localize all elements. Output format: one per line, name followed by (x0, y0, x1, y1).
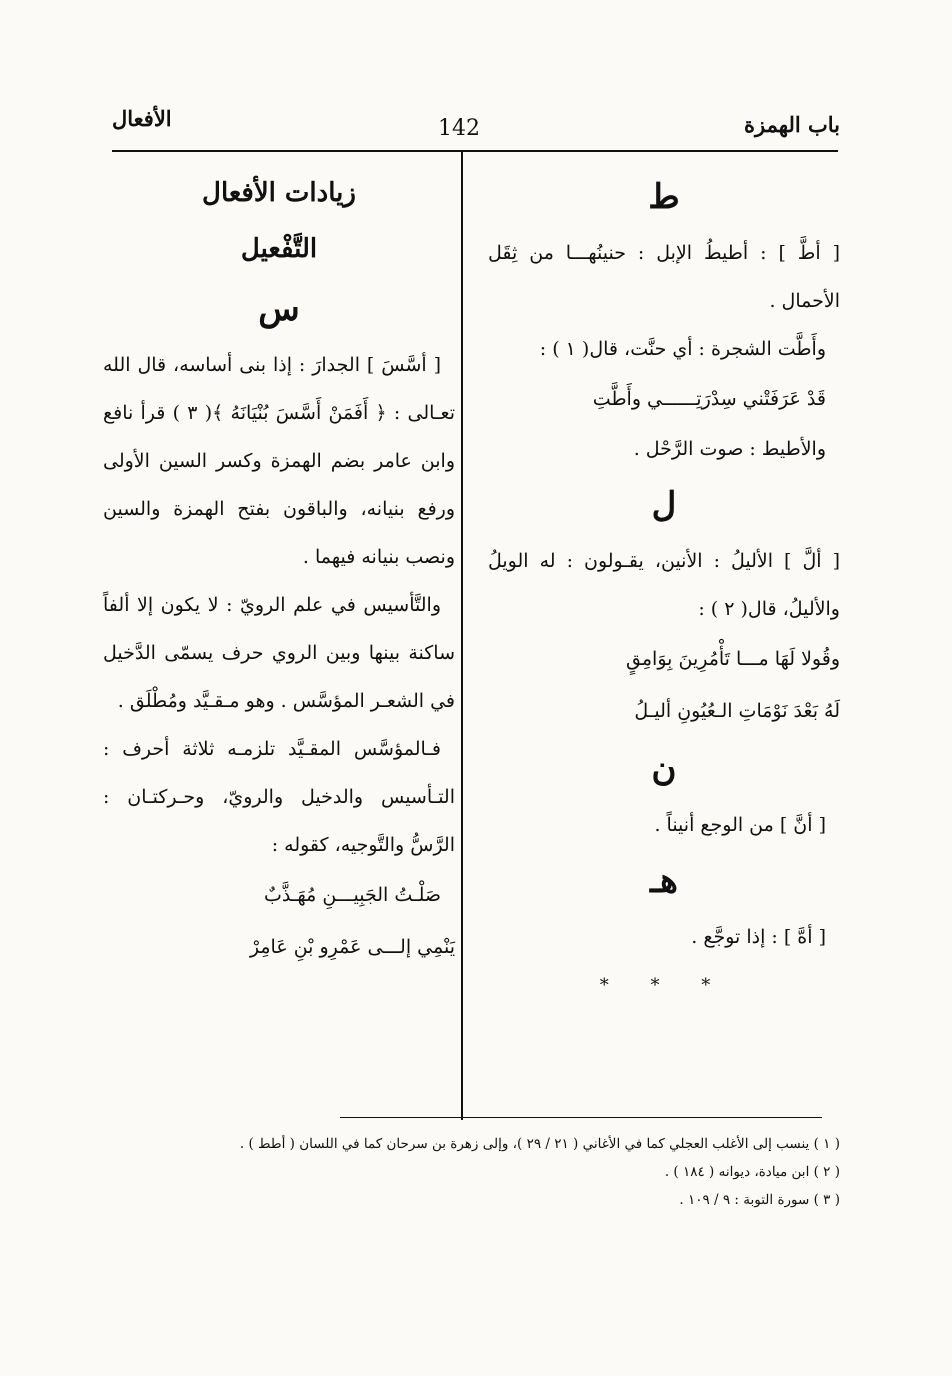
verse-sin-1: صَلْـتُ الجَبِيـــنِ مُهَـذَّبٌ (263, 884, 441, 906)
left-column (103, 165, 455, 973)
section-end-stars: * * * (599, 975, 729, 996)
header-rule (112, 150, 838, 152)
running-header-chapter: باب الهمزة (744, 112, 840, 137)
footnote-2: ( ٢ ) ابن ميادة، ديوانه ( ١٨٤ ) . (664, 1164, 840, 1180)
verse-sin-2: يَنْمِي إلـــى عَمْرِو بْنِ عَامِرْ (249, 936, 455, 958)
entry-ann: [ أنَّ ] من الوجع أنيناً . (654, 814, 826, 836)
running-header-section: الأفعال (112, 106, 172, 131)
verse-all-1: وقُولا لَهَا مـــا تَأْمُرِينَ بِوَامِقٍ (626, 648, 840, 670)
entry-tasis: والتَّأسيس في علم الرويّ : لا يكون إلا ألفاً ساكنة بينها وبين الروي حرف يسمّى الدَّخيل في الشعـر المؤسَّس . وهو مـقـيَّد ومُطْلَق . (103, 594, 455, 712)
page-number: 142 (438, 116, 480, 141)
entry-assasa: [ أسَّسَ ] الجدارَ : إذا بنى أساسه، قال الله تعـالى : ﴿ أَفَمَنْ أَسَّسَ بُنْيَانَهُ ﴾( ٣ ) قرأ نافع وابن عامر بضم الهمزة وكسر السين الأولى ورفع بنيانه، والباقون بفتح الهمزة والسين ونصب بنيانه فيهما . (103, 354, 455, 568)
entry-ahh: [ أهَّ ] : إذا توجَّع . (691, 926, 826, 948)
verse-all-2: لَهُ بَعْدَ نَوْمَاتِ الـعُيُونِ أليـلُ (634, 700, 840, 722)
entry-muassas: فـالمؤسَّس المقـيَّد تلزمـه ثلاثة أحرف : التـأسيس والدخيل والرويّ، وحـركتـان : الرَّسُّ والتَّوجيه، كقوله : (103, 738, 455, 856)
footnote-1: ( ١ ) ينسب إلى الأغلب العجلي كما في الأغاني ( ٢١ / ٢٩ )، وإلى زهرة بن سرحان كما في اللسان ( أطط ) . (239, 1136, 840, 1152)
entry-all: [ ألَّ ] الأليلُ : الأنين، يقـولون : له الويلُ والأليلُ، قال( ٢ ) : (488, 550, 840, 620)
section-title: زيادات الأفعال (202, 178, 356, 208)
letter-heading-ha: هـ (650, 861, 678, 901)
entry-att: [ أطَّ ] : أطيطُ الإبل : حنينُهـــا من ثِقَل الأحمال . (488, 242, 840, 312)
letter-heading-sin: س (258, 289, 300, 329)
footnotes (114, 1130, 840, 1214)
footnote-rule (340, 1117, 822, 1118)
letter-heading-nun: ن (651, 749, 677, 789)
entry-atit: والأطيط : صوت الرَّحْل . (633, 438, 826, 460)
footnote-3: ( ٣ ) سورة التوبة : ٩ / ١٠٩ . (679, 1192, 840, 1208)
column-divider (461, 152, 463, 1120)
entry-att-tree: وأَطَّت الشجرة : أي حنَّت، قال( ١ ) : (539, 338, 826, 360)
letter-heading-ta: ط (648, 177, 680, 217)
letter-heading-lam: ل (651, 485, 677, 525)
section-subtitle: التَّفْعيل (240, 234, 318, 264)
verse-att: قَدْ عَرَفَتْني سِدْرَتِــــــي وأَطَّتِ (592, 388, 826, 410)
right-column (488, 165, 840, 1011)
